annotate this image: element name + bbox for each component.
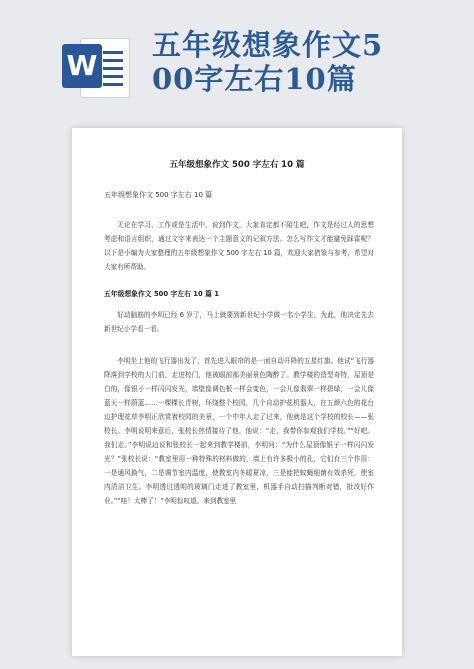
banner-title (152, 28, 462, 96)
word-document-icon (62, 34, 132, 98)
word-badge-icon: W (62, 44, 102, 88)
document-title: 五年级想象作文 500 字左右 10 篇 (169, 160, 305, 170)
paragraph-1: 好动脑筋的李明已经 6 岁了，马上就要到新世纪小学做一名小学生，为此，他决定先去新世纪小学看一看。 (104, 311, 374, 333)
document-page (72, 128, 402, 656)
banner-title-line-1: 五年级想象作文5 (152, 28, 384, 62)
section-heading: 五年级想象作文 500 字左右 10 篇 1 (104, 290, 219, 298)
banner-title-line-2: 00字左右10篇 (152, 62, 357, 96)
paragraph-2: 李明坐上他的飞行器出发了，首先进入眼帘的是一面自动升降的五星红旗。他试“飞行器降落到学校的大门前，走进校门，他被眼前那美丽景色陶醉了。教学楼的造型奇特，屋顶是白的，像银子一样闪闪发光，墙壁像调色板一样会变色，一会儿像翡翠一样碧绿，一会儿像蓝天一样蔚蓝……一棵棵长青树，环绕整个校园，几个自动护花机器人，在五颜六色的花台边护理花草李明正欣赏着校园的美景，一个中年人走了过来，他就是这个学校的校长——张校长。李明说明来意后，张校长热情接待了他，他说：“走，我带你参观我们学校。”“好吧。我们走。”李明说边说和张校长一起来到教学楼前，李明问：“为什么屋顶像银子一样闪闪发光？”张校长说：“教室里用一种特殊的材料做的，墙上有许多极小的孔，它们有三个作用：一是通风换气，二是调节室内温度，使教室内冬暖夏凉，三是能把蚊蝇细菌有效杀死，使室内清洁卫生。李明透过透明的玻璃门走进了教室里，机器手自动扫描判断对错，批改好作业。”“哇！太棒了！”李明惊叹道。来到教室里 (104, 357, 374, 505)
document-subtitle: 五年级想象作文 500 字左右 10 篇 (104, 191, 213, 199)
intro-paragraph: 无论在学习、工作或是生活中，说到作文，大家肯定都不陌生吧，作文是经过人的思想考虑和语言组织，通过文字来表达一个主题意义的记叙方法。怎么写作文才能避免踩雷呢？以下是小编为大家整理的五年级想象作文 500 字左右 10 篇，欢迎大家借鉴与参考，希望对大家有所帮助。 (104, 221, 374, 271)
banner (0, 0, 474, 110)
